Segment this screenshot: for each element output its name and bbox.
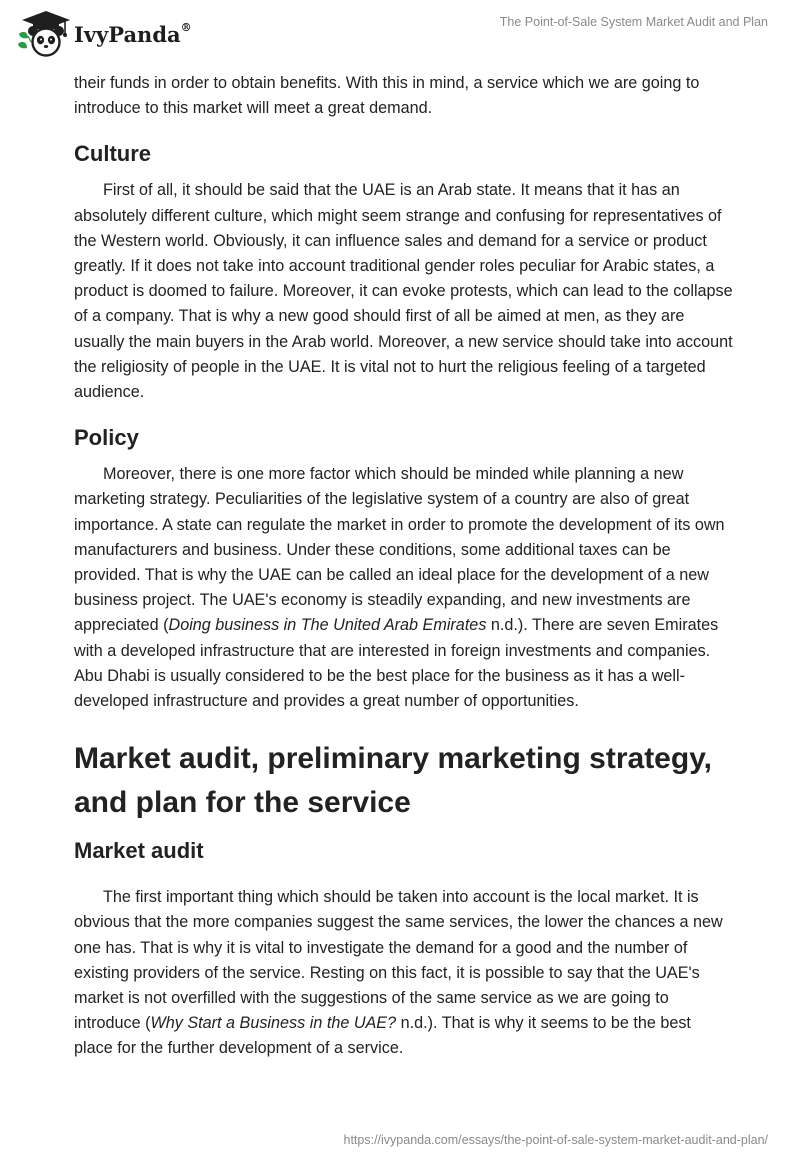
policy-text-part-1: Moreover, there is one more factor which should be minded while planning a new marketing strategy. Peculiarities of the legislative system of a country are also of great importance. A state can regulate the market in order to promote the development of its own manufacturers and business. Under these conditions, some additional taxes can be provided. That is why the UAE can be called an ideal place for the development of a new business project. The UAE's economy is steadily expanding, and new investments are appreciated ( bbox=[74, 465, 725, 635]
intro-paragraph: their funds in order to obtain benefits. With this in mind, a service which we are going to introduce to this market will meet a great demand. bbox=[74, 74, 700, 118]
registered-mark: ® bbox=[180, 20, 192, 34]
culture-heading: Culture bbox=[74, 141, 151, 167]
document-title: The Point-of-Sale System Market Audit and Plan bbox=[499, 15, 768, 29]
market-audit-heading: Market audit bbox=[74, 838, 204, 864]
essay-body bbox=[74, 71, 734, 1062]
policy-citation: Doing business in The United Arab Emirates bbox=[168, 616, 487, 635]
page-header bbox=[0, 0, 800, 68]
ivypanda-logo[interactable] bbox=[16, 8, 192, 58]
culture-paragraph: First of all, it should be said that the UAE is an Arab state. It means that it has an absolutely different culture, which might seem strange and confusing for representatives of the Western world. Obviously, it can influence sales and demand for a service or product greatly. If it does not take into account traditional gender roles peculiar for Arabic states, a product is doomed to failure. Moreover, it can evoke protests, which can lead to the collapse of a company. That is why a new good should first of all be aimed at men, as they are usually the main buyers in the Arab world. Moreover, a new service should take into account the religiosity of people in the UAE. It is vital not to hurt the religious feeling of a targeted audience. bbox=[74, 181, 733, 402]
source-url-link[interactable]: https://ivypanda.com/essays/the-point-of-sale-system-market-audit-and-plan/ bbox=[343, 1133, 768, 1147]
panda-graduate-icon bbox=[16, 8, 72, 58]
policy-paragraph bbox=[74, 462, 734, 714]
policy-heading: Policy bbox=[74, 425, 139, 451]
logo-wordmark: IvyPanda® bbox=[74, 20, 192, 47]
market-text-part-2: n.d.). That is why it seems to be the best place for the further development of a service. bbox=[74, 1014, 691, 1058]
policy-text-part-2: n.d.). There are seven Emirates with a developed infrastructure that are interested in foreign investments and companies. Abu Dhabi is usually considered to be the best place for the business as it has a well-developed infrastructure and provides a great number of opportunities. bbox=[74, 616, 719, 711]
market-text-part-1: The first important thing which should be taken into account is the local market. It is obvious that the more companies suggest the same services, the lower the chances a new one has. That is why it is vital to investigate the demand for a good and the number of existing providers of the service. Resting on this fact, it is possible to say that the UAE's market is not overfilled with the suggestions of the same service as we are going to introduce ( bbox=[74, 888, 723, 1033]
main-section-heading: Market audit, preliminary marketing strategy, and plan for the service bbox=[74, 742, 712, 820]
market-citation: Why Start a Business in the UAE? bbox=[150, 1014, 397, 1033]
market-audit-paragraph bbox=[74, 885, 734, 1061]
